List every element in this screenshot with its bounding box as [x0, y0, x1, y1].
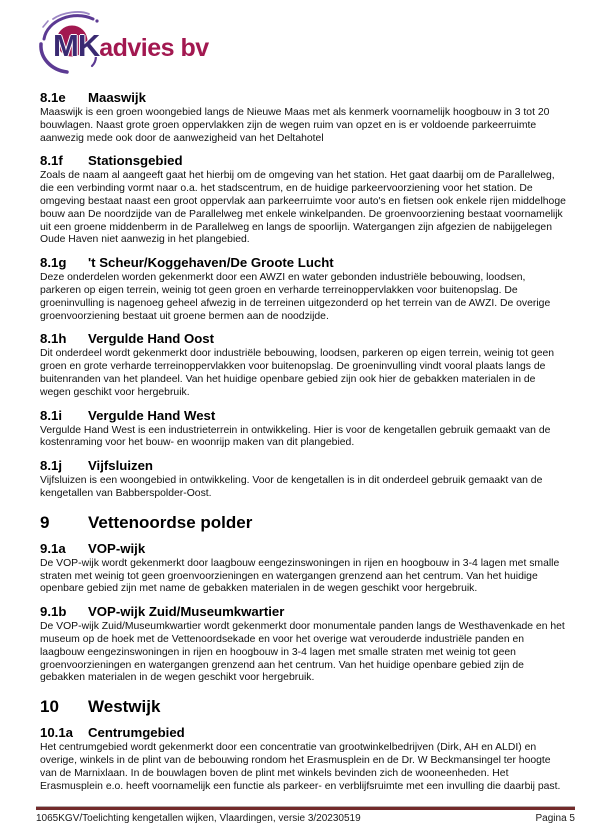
section-paragraph: Het centrumgebied wordt gekenmerkt door een concentratie van grootwinkelbedrijven (Dirk, AH en ALDI) en overige, winkels in de plint van de bebouwing rondom het Erasmusplein en de Dr. W Beckmansingel ter hoogte van de Marnixlaan. In de bouwlagen boven de plint met winkels bevinden zich de wooneenheden. Het Erasmusplein e.o. heeft voornamelijk een functie als parkeer- en verblijfsruimte met een invulling die daarbij past. — [40, 742, 561, 792]
document-section — [40, 458, 567, 501]
section-number: 8.1f — [40, 153, 63, 169]
page-footer — [36, 806, 575, 824]
document-section — [40, 255, 567, 323]
section-heading — [40, 541, 567, 557]
section-title: VOP-wijk — [88, 540, 146, 556]
document-section — [40, 153, 567, 247]
section-heading — [40, 90, 567, 106]
section-heading — [40, 255, 567, 271]
document-content — [40, 90, 567, 793]
logo-wordmark — [53, 30, 209, 61]
section-number: 8.1i — [40, 407, 62, 423]
section-number: 8.1j — [40, 458, 62, 474]
section-heading — [40, 458, 567, 474]
document-section — [40, 725, 567, 793]
section-heading — [40, 512, 567, 533]
document-section — [40, 541, 567, 596]
document-section — [40, 604, 567, 685]
section-number: 10.1a — [40, 725, 74, 741]
section-number: 8.1e — [40, 90, 66, 105]
section-number: 9.1a — [40, 540, 66, 556]
section-title: Vijfsluizen — [88, 458, 153, 474]
footer-text-row — [36, 810, 575, 824]
logo-text-advies-bv: advies bv — [99, 34, 209, 62]
section-heading — [40, 725, 567, 741]
logo-text-mk: MK — [53, 28, 100, 63]
document-section — [40, 696, 567, 717]
mkadvies-logo — [36, 8, 226, 78]
section-heading — [40, 696, 567, 717]
section-paragraph: Deze onderdelen worden gekenmerkt door een AWZI en water gebonden industriële bebouwing, loodsen, parkeren op eigen terrein, weinig tot geen groen en verharde terreinoppervlakken voor buitenopslag. De groeninvulling is nagenoeg geheel afwezig in de terreinen uitgezonderd op het terrein van de AWZI. De overige groenvoorziening bestaat uit groene bermen aan de noodzijde. — [40, 272, 551, 322]
section-number: 8.1h — [40, 331, 67, 347]
section-heading — [40, 331, 567, 347]
section-paragraph: Dit onderdeel wordt gekenmerkt door industriële bebouwing, loodsen, parkeren op eigen terrein, weinig tot geen groen en grote verharde terreinoppervlakken voor buitenopslag. De groeninvulling vindt vooral plaats langs de buitenranden van het plandeel. Van het huidige openbare gebied zijn ook hier de gebakken materialen in de wegen geschikt voor hergebruik. — [40, 348, 555, 398]
section-paragraph: De VOP-wijk Zuid/Museumkwartier wordt gekenmerkt door monumentale panden langs de Westhavenkade en het museum op de hoek met de Vettenoordsekade en voor het overige wat verouderde industriële panden en laagbouw eengezinswoningen in rijen en hoogbouw in 3-4 lagen met smalle straten met weinig tot geen groenvoorzieningen en watergangen grenzend aan het centrum. Van het huidige openbare gebied zijn de gebakken materialen in de wegen geschikt voor hergebruik. — [40, 621, 565, 684]
section-paragraph: Vijfsluizen is een woongebied in ontwikkeling. Voor de kengetallen is in dit onderdeel gebruik gemaakt van de kengetallen van Babberspolder-Oost. — [40, 475, 543, 499]
section-title: 't Scheur/Koggehaven/De Groote Lucht — [88, 255, 334, 271]
section-title: VOP-wijk Zuid/Museumkwartier — [88, 604, 285, 620]
section-title: Centrumgebied — [88, 725, 185, 741]
section-number: 9 — [40, 512, 50, 532]
section-paragraph: Maaswijk is een groen woongebied langs de Nieuwe Maas met als kenmerk voornamelijk hoogbouw in 3 tot 20 bouwlagen. Naast grote groen oppervlakken zijn de wegen ruim van opzet en is er voldoende parkeerruimte aanwezig mede ook door de aanwezigheid van het Deltahotel — [40, 107, 550, 144]
section-paragraph: Vergulde Hand West is een industrieterrein in ontwikkeling. Hier is voor de kengetallen gebruik gemaakt van de kostenraming voor het bouw- en woonrijp maken van dit plangebied. — [40, 424, 551, 449]
section-heading — [40, 153, 567, 169]
footer-page-number: Pagina 5 — [535, 813, 575, 824]
section-title: Maaswijk — [88, 90, 146, 105]
document-section — [40, 512, 567, 533]
section-heading — [40, 408, 567, 424]
document-section — [40, 90, 567, 145]
document-section — [40, 408, 567, 451]
section-title: Vergulde Hand Oost — [88, 331, 215, 347]
section-paragraph: Zoals de naam al aangeeft gaat het hierbij om de omgeving van het station. Het gaat daarbij om de Parallelweg, die een verbinding vormt naar o.a. het stadscentrum, en de huidige parkeervoorziening voor het station. De omgeving bestaat naast een groot oppervlak aan parkeerruimte voor auto's en fietsen ook enkele rijen middelhoge bouw aan De noordzijde van de Parallelweg met enkele winkelpanden. De groenvoorziening bestaat voornamelijk uit een groene middenberm in de Parallelweg en langs de spoorlijn. Watergangen zijn afgezien de nabijgelegen Oude Haven niet aanwezig in het plangebied. — [40, 170, 566, 246]
section-title: Westwijk — [88, 697, 161, 717]
section-number: 9.1b — [40, 604, 67, 620]
section-title: Vergulde Hand West — [88, 407, 216, 423]
section-title: Stationsgebied — [88, 153, 183, 169]
section-title: Vettenoordse polder — [88, 512, 253, 532]
section-heading — [40, 604, 567, 620]
footer-doc-reference: 1065KGV/Toelichting kengetallen wijken, Vlaardingen, versie 3/20230519 — [36, 813, 361, 824]
section-number: 8.1g — [40, 255, 67, 271]
section-number: 10 — [40, 697, 59, 717]
section-paragraph: De VOP-wijk wordt gekenmerkt door laagbouw eengezinswoningen in rijen en hoogbouw in 3-4 lagen met smalle straten met weinig tot geen groenvoorzieningen en watergangen grenzend aan het centrum. Van het huidige openbare gebied zijn met name de gebakken materialen in de wegen geschikt voor hergebruik. — [40, 557, 560, 595]
document-section — [40, 331, 567, 399]
